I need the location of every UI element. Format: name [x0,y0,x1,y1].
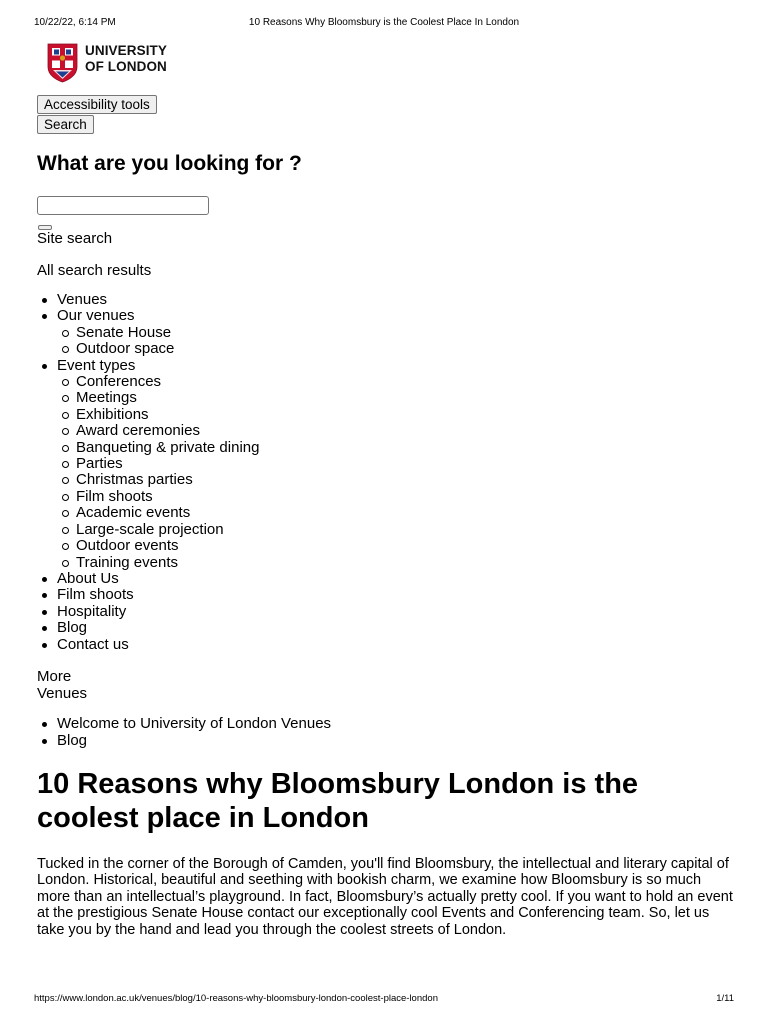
print-url: https://www.london.ac.uk/venues/blog/10-reasons-why-bloomsbury-london-coolest-place-london [34,993,438,1004]
logo-line-2: OF LONDON [85,58,167,74]
breadcrumb [37,716,331,749]
logo-line-1: UNIVERSITY [85,43,168,58]
nav-subitem-outdoor-events[interactable]: Outdoor events [57,538,259,554]
nav-subitem-large-scale-projection[interactable]: Large-scale projection [57,522,259,538]
more-menu[interactable] [37,668,87,702]
nav-subitem-meetings[interactable]: Meetings [57,390,259,406]
nav-item-label[interactable]: Our venues [57,307,135,325]
nav-subitem-outdoor-space[interactable]: Outdoor space [57,341,259,357]
nav-subitem-conferences[interactable]: Conferences [57,374,259,390]
more-venues-label: Venues [37,685,88,702]
nav-item-hospitality[interactable]: Hospitality [37,604,259,620]
nav-subitem-film-shoots[interactable]: Film shoots [57,489,259,505]
nav-item-about-us[interactable]: About Us [37,571,259,587]
print-header [34,17,734,31]
nav-subitem-award-ceremonies[interactable]: Award ceremonies [57,423,259,439]
nav-subitem-academic-events[interactable]: Academic events [57,505,259,521]
nav-subitem-training-events[interactable]: Training events [57,555,259,571]
nav-item-film-shoots[interactable]: Film shoots [37,587,259,603]
article-title: 10 Reasons why Bloomsbury London is the coolest place in London [37,768,639,834]
accessibility-tools-button[interactable]: Accessibility tools [37,95,157,114]
print-datetime: 10/22/22, 6:14 PM [34,17,116,28]
nav-item-blog[interactable]: Blog [37,620,259,636]
print-footer [34,993,734,1007]
search-button[interactable]: Search [37,115,94,134]
nav-item-event-types[interactable] [37,358,259,571]
nav-subitem-parties[interactable]: Parties [57,456,259,472]
nav-subitem-christmas-parties[interactable]: Christmas parties [57,472,259,488]
all-search-results-link[interactable]: All search results [37,262,152,279]
main-nav [37,292,259,653]
article-intro: Tucked in the corner of the Borough of Camden, you'll find Bloomsbury, the intellectual and literary capital of London. Historical, beautiful and seething with bookish charm, we examine how Bloomsbury is so much more than an intellectual’s playground. In fact, Bloomsbury’s actually pretty cool. If you want to hold an event at the prestigious Senate House contact our exceptionally cool Events and Conferencing team. So, let us take you by the hand and lead you through the coolest streets of London. [37,856,733,938]
nav-subitem-banqueting[interactable]: Banqueting & private dining [57,440,259,456]
nav-item-contact-us[interactable]: Contact us [37,637,259,653]
print-page-number: 1/11 [716,993,734,1004]
breadcrumb-item-home[interactable]: Welcome to University of London Venues [37,716,331,733]
search-input[interactable] [37,196,209,215]
search-heading: What are you looking for ? [37,152,302,175]
more-label[interactable]: More [37,668,72,685]
breadcrumb-item-blog[interactable]: Blog [37,733,331,750]
nav-item-venues[interactable]: Venues [37,292,259,308]
logo-wordmark [85,43,167,74]
site-search-label: Site search [37,230,113,247]
nav-item-label[interactable]: Event types [57,356,136,374]
print-page-title: 10 Reasons Why Bloomsbury is the Coolest Place In London [248,17,520,28]
nav-subitem-exhibitions[interactable]: Exhibitions [57,407,259,423]
nav-item-our-venues[interactable] [37,308,259,357]
nav-subitem-senate-house[interactable]: Senate House [57,325,259,341]
crest-icon [47,43,78,83]
